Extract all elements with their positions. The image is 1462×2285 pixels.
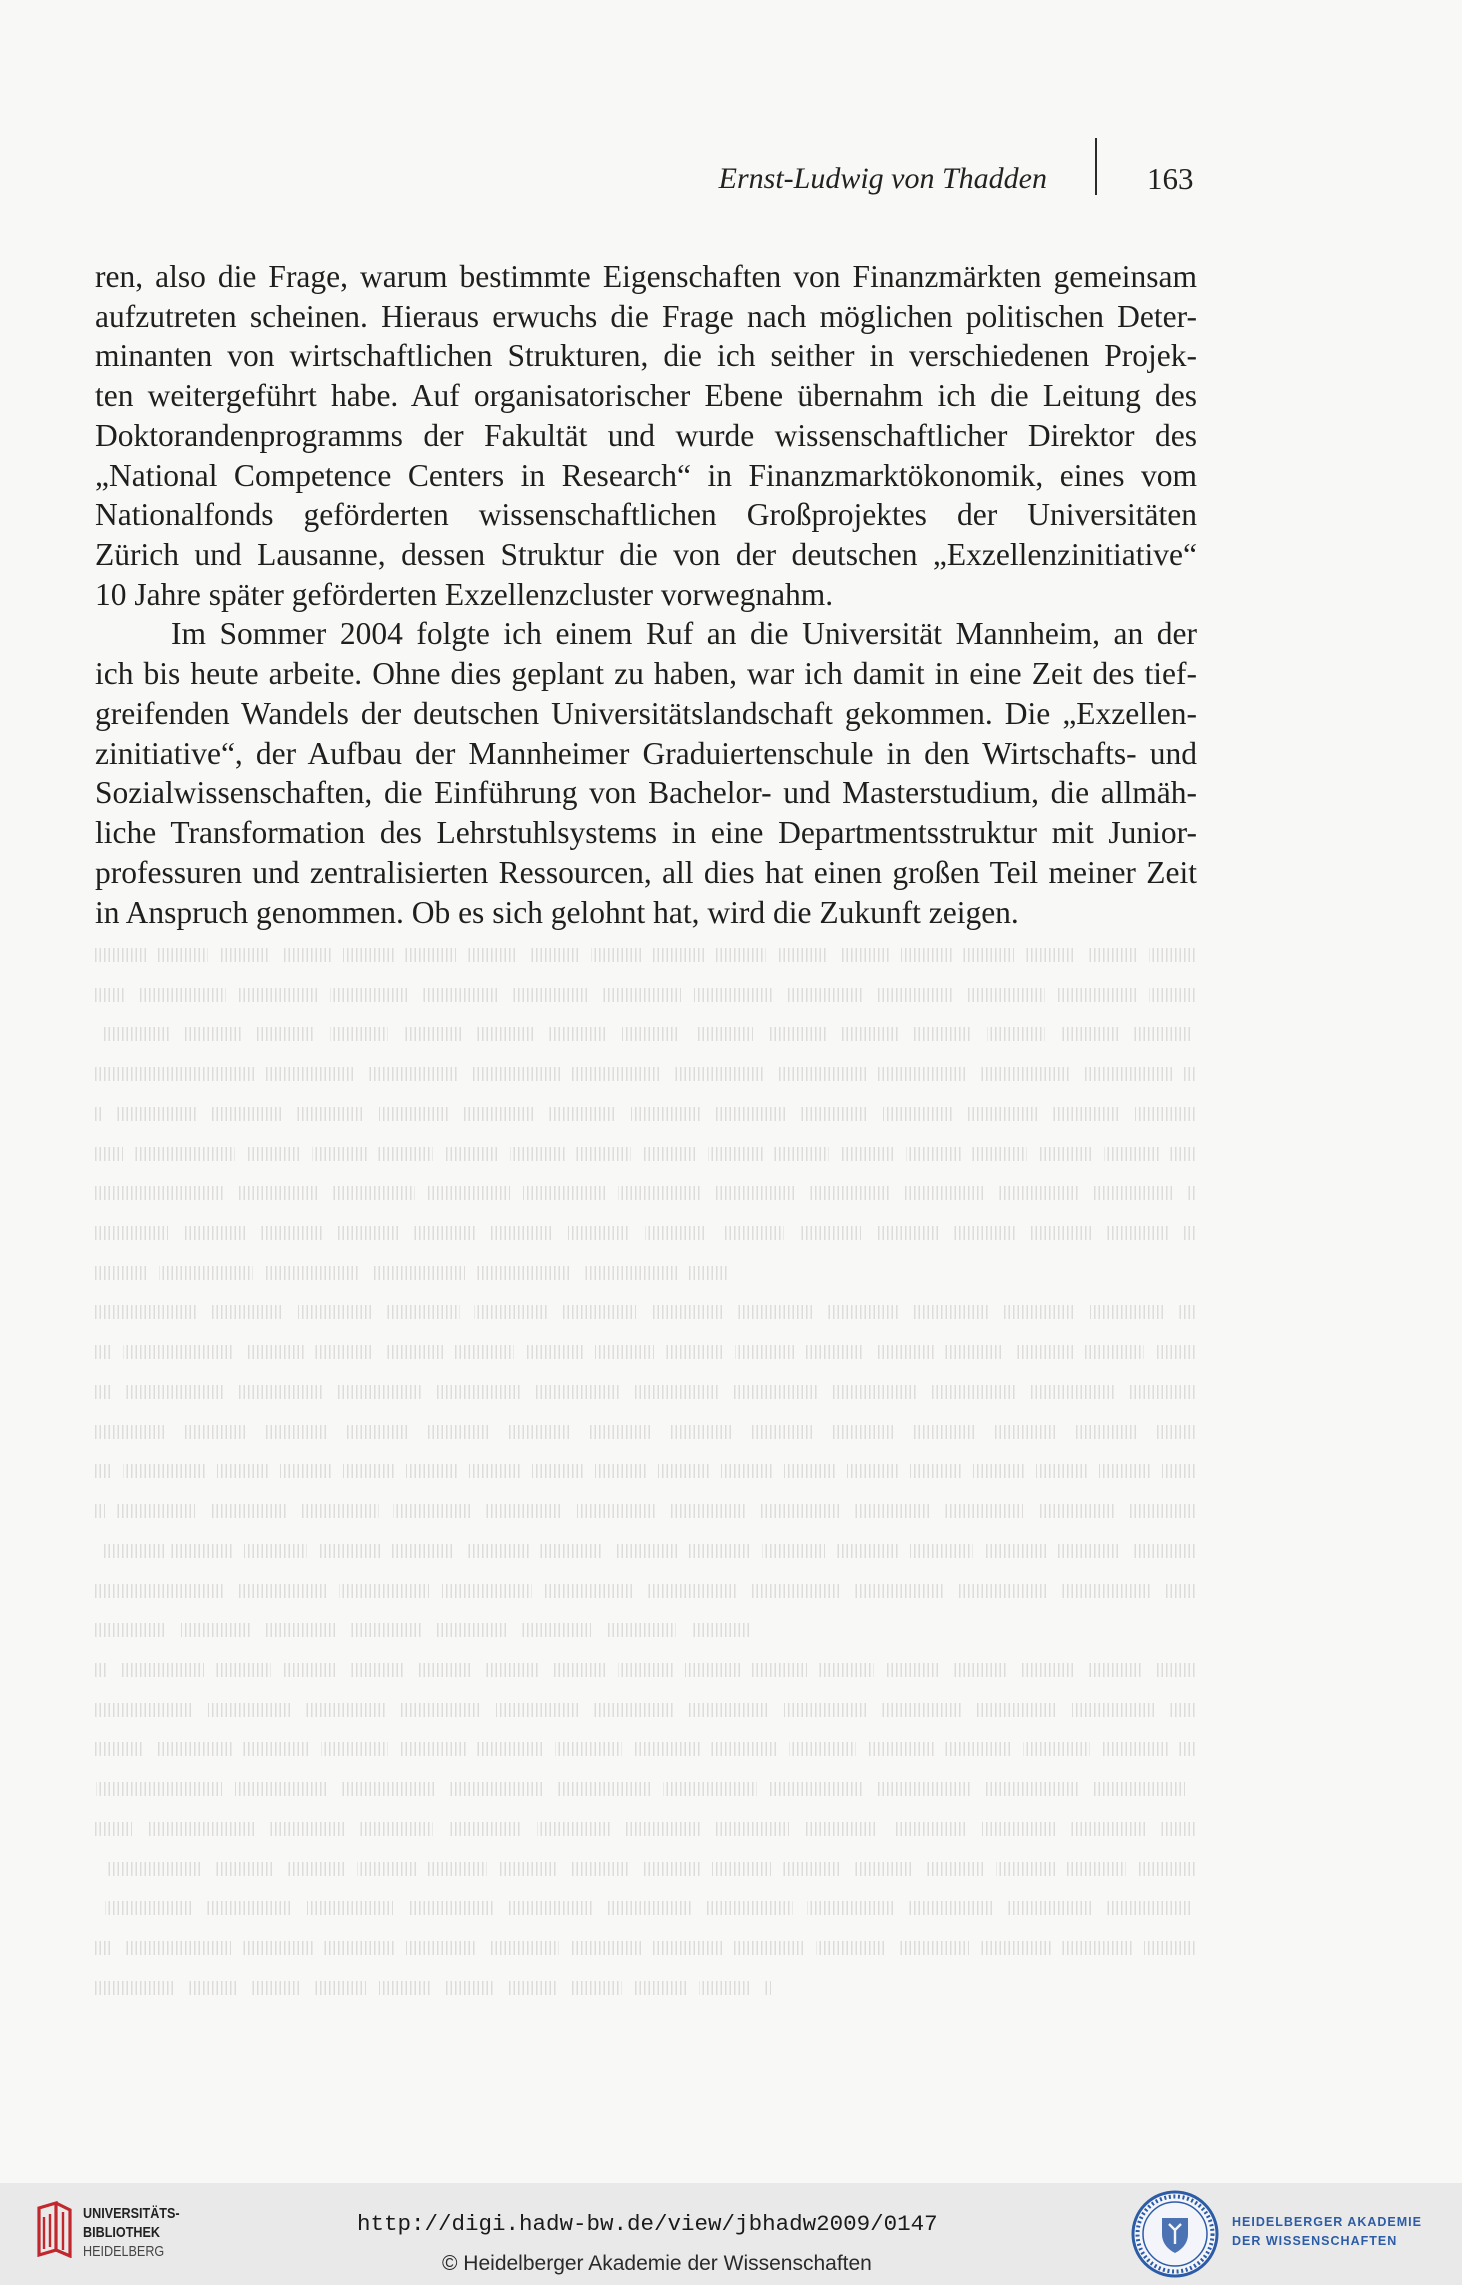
- bleed-through-line: [95, 1305, 1197, 1319]
- text-line: Im Sommer 2004 folgte ich einem Ruf an die Universität Mannheim, an der: [171, 616, 1197, 652]
- library-logo-icon: [34, 2200, 74, 2258]
- bleed-through-line: [95, 1504, 1197, 1518]
- text-line: aufzutreten scheinen. Hieraus erwuchs die Frage nach möglichen politischen Deter-: [95, 298, 1197, 334]
- bleed-through-line: [95, 1584, 1197, 1598]
- bleed-through-line: [95, 988, 1197, 1002]
- text-line: Doktorandenprogramms der Fakultät und wurde wissenschaftlicher Direktor des: [95, 417, 1197, 453]
- academy-logo-text: [1232, 2213, 1422, 2251]
- text-line: Sozialwissenschaften, die Einführung von Bachelor- und Masterstudium, die allmäh-: [95, 775, 1197, 811]
- bleed-through-line: [95, 1385, 1197, 1399]
- bleed-through-line: [95, 1147, 1197, 1161]
- bleed-through-line: [95, 1703, 1197, 1717]
- text-line: Zürich und Lausanne, dessen Struktur die von der deutschen „Exzellenzinitiative“: [95, 537, 1197, 573]
- text-line: ich bis heute arbeite. Ohne dies geplant zu haben, war ich damit in eine Zeit des tief-: [95, 656, 1197, 692]
- bleed-through-line: [95, 1226, 1197, 1240]
- text-line: Nationalfonds geförderten wissenschaftlichen Großprojektes der Universitäten: [95, 497, 1197, 533]
- bleed-through-line: [95, 1107, 1197, 1121]
- paragraph: [95, 614, 1197, 932]
- permalink-url[interactable]: http://digi.hadw-bw.de/view/jbhadw2009/0147: [357, 2211, 938, 2237]
- bleed-through-line: [95, 1862, 1197, 1876]
- bleed-through-line: [95, 1544, 1197, 1558]
- bleed-through: [95, 935, 1197, 1995]
- text-line: ten weitergeführt habe. Auf organisatorischer Ebene übernahm ich die Leitung des: [95, 378, 1197, 414]
- bleed-through-line: [95, 1067, 1197, 1081]
- bleed-through-line: [95, 948, 1197, 962]
- text-line: ren, also die Frage, warum bestimmte Eigenschaften von Finanzmärkten gemeinsam: [95, 259, 1197, 294]
- bleed-through-line: [95, 1742, 1197, 1756]
- text-line: minanten von wirtschaftlichen Strukturen, die ich seither in verschiedenen Projek-: [95, 338, 1197, 374]
- paragraph: [95, 257, 1197, 614]
- bleed-through-line: [95, 1425, 1197, 1439]
- academy-name-line: HEIDELBERGER AKADEMIE: [1232, 2215, 1422, 2229]
- bleed-through-line: [95, 1186, 1197, 1200]
- running-head-divider: [1095, 138, 1097, 195]
- academy-name-line: DER WISSENSCHAFTEN: [1232, 2234, 1398, 2248]
- academy-seal-icon: [1131, 2190, 1219, 2278]
- library-logo-text: [83, 2204, 180, 2261]
- bleed-through-line: [95, 1901, 1197, 1915]
- text-line: 10 Jahre später geförderten Exzellenzcluster vorwegnahm.: [95, 576, 834, 612]
- text-line: zinitiative“, der Aufbau der Mannheimer Graduiertenschule in den Wirtschafts- und: [95, 735, 1197, 771]
- page-number: 163: [1147, 161, 1194, 196]
- text-line: „National Competence Centers in Research“ in Finanzmarktökonomik, eines vom: [95, 457, 1197, 493]
- bleed-through-line: [95, 1623, 750, 1637]
- bleed-through-line: [95, 1941, 1197, 1955]
- copyright-notice: © Heidelberger Akademie der Wissenschaften: [442, 2252, 872, 2275]
- library-name-line: BIBLIOTHEK: [83, 2224, 161, 2241]
- library-name-line: UNIVERSITÄTS-: [83, 2205, 180, 2222]
- bleed-through-line: [95, 1663, 1197, 1677]
- text-line: greifenden Wandels der deutschen Universitätslandschaft gekommen. Die „Exzellen-: [95, 695, 1197, 731]
- bleed-through-line: [95, 1981, 771, 1995]
- bleed-through-line: [95, 1027, 1197, 1041]
- text-line: in Anspruch genommen. Ob es sich gelohnt hat, wird die Zukunft zeigen.: [95, 894, 1019, 930]
- body-text: [95, 257, 1197, 932]
- bleed-through-line: [95, 1464, 1197, 1478]
- library-name-line: HEIDELBERG: [83, 2243, 165, 2260]
- running-head-author: Ernst-Ludwig von Thadden: [718, 162, 1047, 195]
- bleed-through-line: [95, 1345, 1197, 1359]
- bleed-through-line: [95, 1266, 729, 1280]
- bleed-through-line: [95, 1822, 1197, 1836]
- footer-bar: [0, 2183, 1462, 2285]
- text-line: liche Transformation des Lehrstuhlsystems in eine Departmentsstruktur mit Junior-: [95, 815, 1197, 851]
- bleed-through-line: [95, 1782, 1197, 1796]
- text-line: professuren und zentralisierten Ressourcen, all dies hat einen großen Teil meiner Zeit: [95, 854, 1197, 890]
